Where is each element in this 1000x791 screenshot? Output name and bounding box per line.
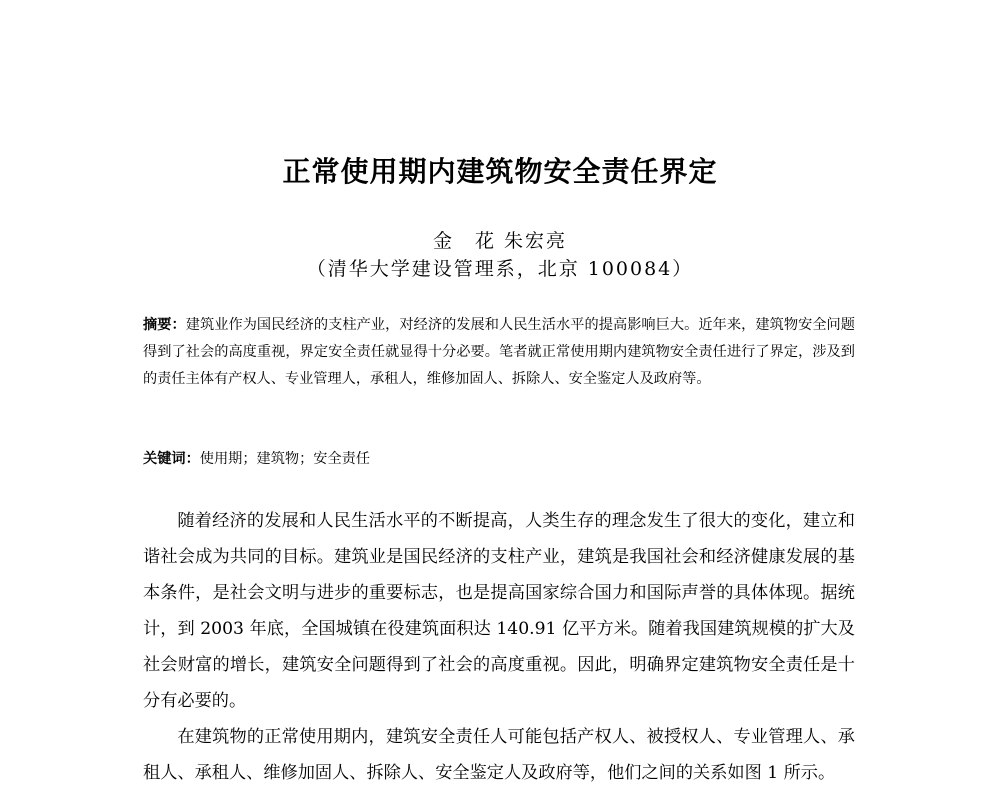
author-line: 金 花 朱宏亮: [432, 230, 568, 252]
keywords-text: 使用期；建筑物；安全责任: [199, 451, 371, 467]
paper-title: 正常使用期内建筑物安全责任界定: [282, 155, 718, 188]
abstract-text: 建筑业作为国民经济的支柱产业，对经济的发展和人民生活水平的提高影响巨大。近年来，建筑物安全问题得到了社会的高度重视，界定安全责任就显得十分必要。笔者就正常使用期内建筑物安全责任进行了界定，涉及到的责任主体有产权人、专业管理人，承租人，维修加固人、拆除人、安全鉴定人及政府等。: [143, 317, 855, 387]
keywords-label: 关键词：: [143, 451, 200, 467]
abstract-label: 摘要：: [143, 317, 186, 333]
affiliation-line: （清华大学建设管理系，北京 100084）: [306, 258, 694, 280]
body-text: [143, 503, 855, 791]
keywords-block: [143, 446, 855, 473]
body-paragraph-2: 在建筑物的正常使用期内，建筑安全责任人可能包括产权人、被授权人、专业管理人、承租人、承租人、维修加固人、拆除人、安全鉴定人及政府等，他们之间的关系如图 1 所示。: [143, 727, 855, 783]
body-paragraph-1: 随着经济的发展和人民生活水平的不断提高，人类生存的理念发生了很大的变化，建立和谐社会成为共同的目标。建筑业是国民经济的支柱产业，建筑是我国社会和经济健康发展的基本条件，是社会文明与进步的重要标志，也是提高国家综合国力和国际声誉的具体体现。据统计，到 2003 年底，全国城镇在役建筑面积达 140.91 亿平方米。随着我国建筑规模的扩大及社会财富的增长，建筑安全问题得到了社会的高度重视。因此，明确界定建筑物安全责任是十分有必要的。: [143, 511, 855, 711]
abstract-block: [143, 312, 855, 393]
